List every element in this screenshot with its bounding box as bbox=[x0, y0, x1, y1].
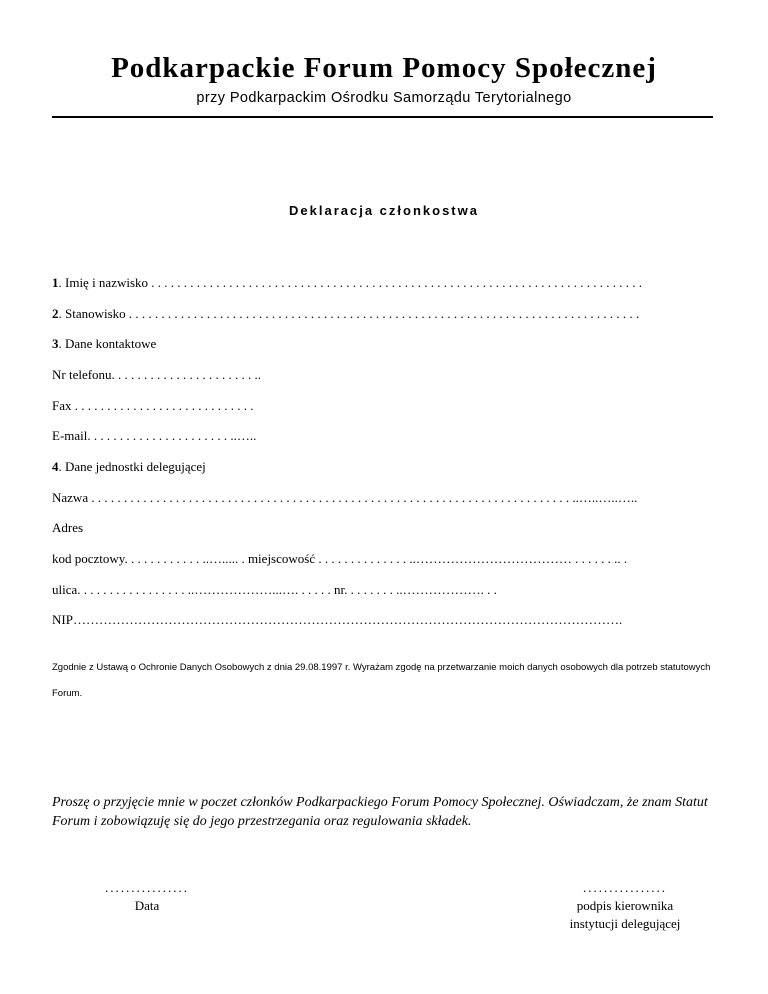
section-label: . Dane kontaktowe bbox=[58, 336, 157, 351]
signature-dots: ................ bbox=[583, 880, 667, 895]
field-phone: Nr telefonu. . . . . . . . . . . . . . . . . . . . . . .. bbox=[52, 367, 262, 382]
field-full-name bbox=[52, 275, 642, 291]
field-label: . Imię i nazwisko . . . . . . . . . . . . . . . . . . . . . . . . . . . . . . . . . . . . . . . . . . . . . . . . . . . . . . . . . . . . . . . . . . . . . . . . . . . . bbox=[58, 275, 643, 290]
address-label: Adres bbox=[52, 520, 84, 535]
membership-request: Proszę o przyjęcie mnie w poczet członków Podkarpackiego Forum Pomocy Społecznej. Oświadczam, że znam Statut Forum i zobowiązuję się do jego przestrzegania oraz regulowania składek. bbox=[52, 795, 708, 829]
signature-dots: ................ bbox=[105, 880, 189, 895]
field-position bbox=[52, 306, 639, 322]
item-number: 3 bbox=[52, 336, 59, 351]
head-signature-label-line1: podpis kierownika bbox=[576, 898, 674, 913]
page-title: Podkarpackie Forum Pomocy Społecznej bbox=[111, 52, 657, 84]
form-heading: Deklaracja członkostwa bbox=[289, 203, 479, 218]
head-signature-label-line2: instytucji delegującej bbox=[569, 916, 681, 931]
section-delegating-unit bbox=[52, 459, 206, 475]
section-label: . Dane jednostki delegującej bbox=[58, 459, 206, 474]
field-postal-city: kod pocztowy. . . . . . . . . . . . ..…..... . miejscowość . . . . . . . . . . . . . . ..……………………………… . . . . . . .. . bbox=[52, 551, 628, 566]
field-unit-name: Nazwa . . . . . . . . . . . . . . . . . . . . . . . . . . . . . . . . . . . . . . . . . . . . . . . . . . . . . . . . . . . . . . . . . . . . . . . . . . ..…..…..….. bbox=[52, 490, 638, 505]
consent-statement: Zgodnie z Ustawą o Ochronie Danych Osobowych z dnia 29.08.1997 r. Wyrażam zgodę na przetwarzanie moich danych osobowych dla potrzeb statutowych Forum. bbox=[52, 662, 711, 699]
section-contact bbox=[52, 336, 156, 352]
field-email: E-mail. . . . . . . . . . . . . . . . . . . . . . ..….. bbox=[52, 428, 257, 443]
field-nip: NIP………………………………………………………………………………………………………………. bbox=[52, 612, 623, 627]
page-subtitle: przy Podkarpackim Ośrodku Samorządu Terytorialnego bbox=[196, 90, 572, 106]
item-number: 4 bbox=[52, 459, 59, 474]
date-signature-block bbox=[82, 879, 212, 915]
item-number: 1 bbox=[52, 275, 59, 290]
field-fax: Fax . . . . . . . . . . . . . . . . . . . . . . . . . . . . bbox=[52, 398, 254, 413]
field-street-number: ulica. . . . . . . . . . . . . . . . . ..………………...…. . . . . . nr. . . . . . . . ..………………. . . bbox=[52, 582, 497, 597]
date-label: Data bbox=[134, 898, 160, 913]
field-label: . Stanowisko . . . . . . . . . . . . . . . . . . . . . . . . . . . . . . . . . . . . . . . . . . . . . . . . . . . . . . . . . . . . . . . . . . . . . . . . . . . . . . . bbox=[58, 306, 640, 321]
item-number: 2 bbox=[52, 306, 59, 321]
header-divider bbox=[52, 116, 713, 118]
head-signature-block bbox=[545, 879, 705, 933]
